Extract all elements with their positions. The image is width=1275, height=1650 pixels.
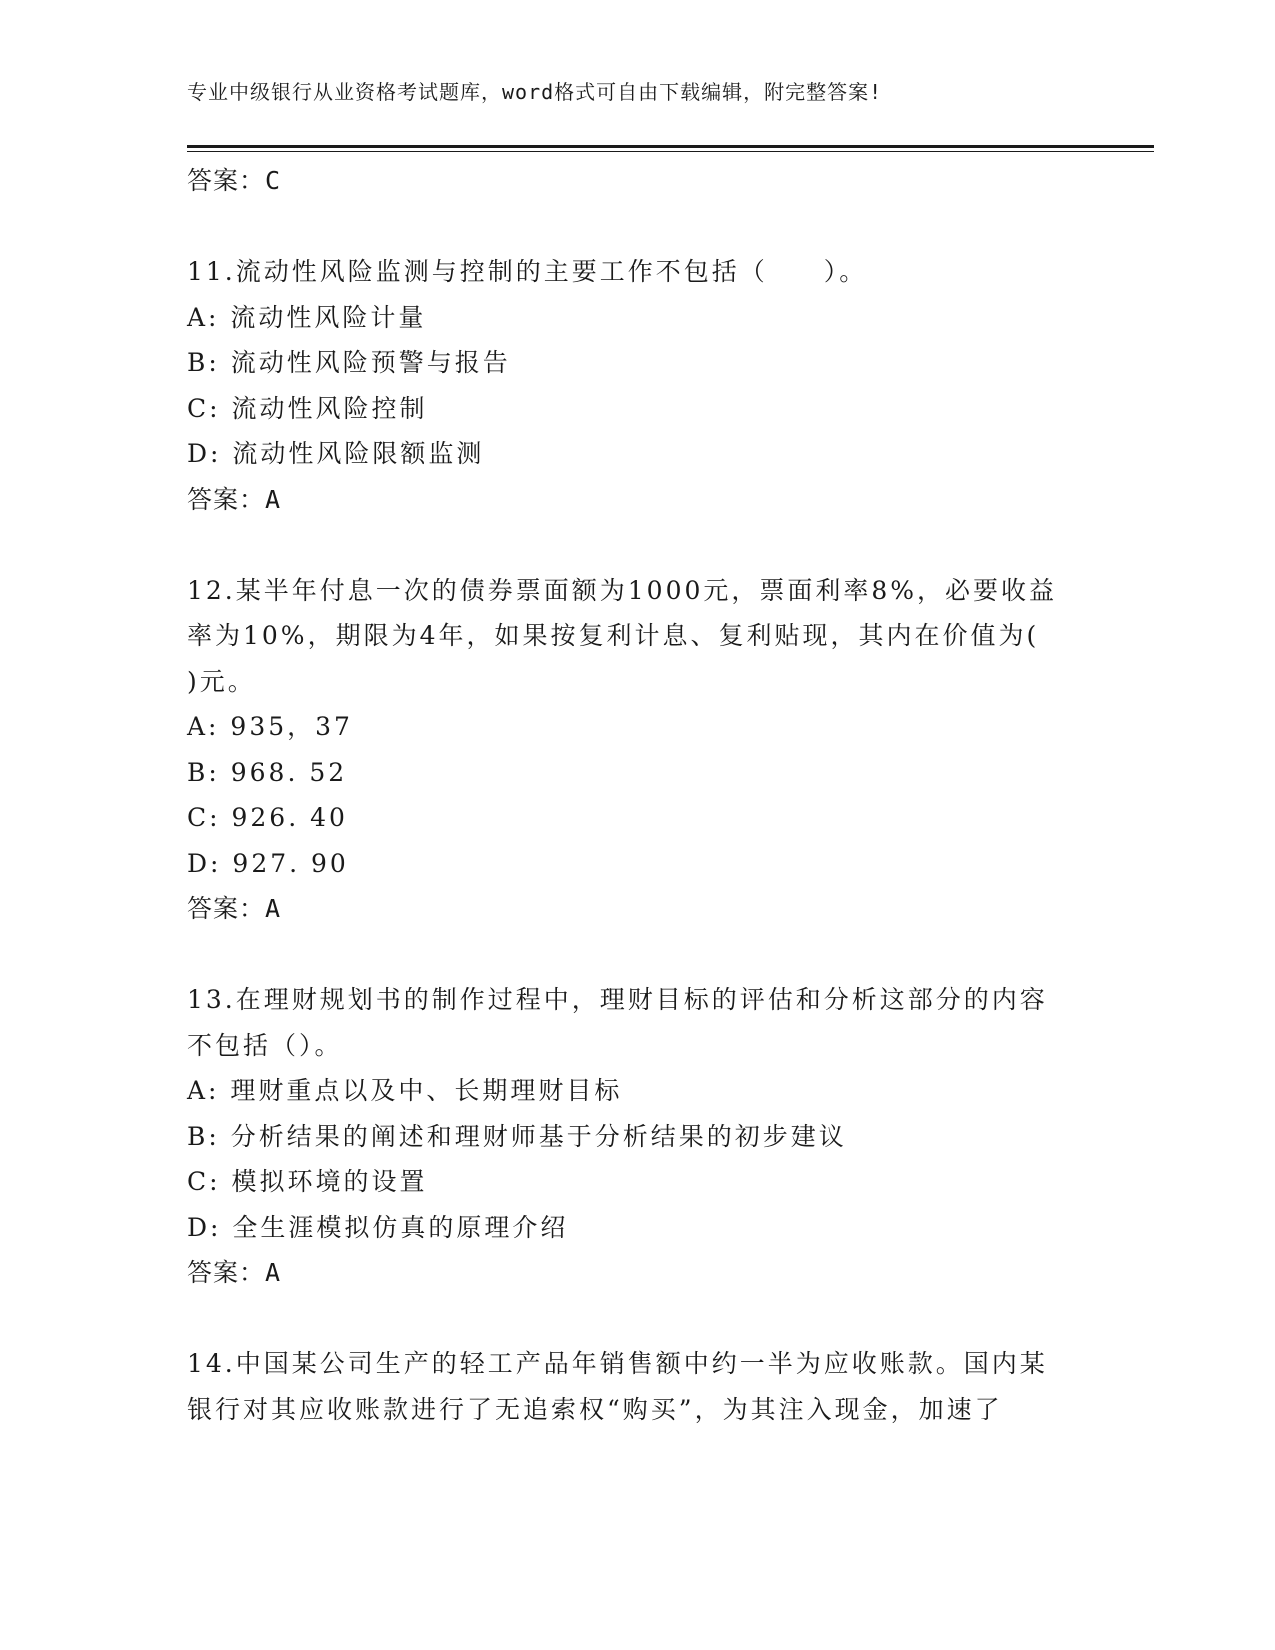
option-b: B: 968. 52 (187, 757, 348, 787)
option-b: B: 流动性风险预警与报告 (187, 348, 511, 377)
question-stem: 13.在理财规划书的制作过程中，理财目标的评估和分析这部分的内容 (187, 985, 1048, 1014)
question-stem: 12.某半年付息一次的债券票面额为1000元，票面利率8%，必要收益 (187, 575, 1058, 605)
question-block (187, 1341, 1087, 1432)
spacer (187, 932, 1087, 978)
question-stem: 11.流动性风险监测与控制的主要工作不包括（ ）。 (187, 257, 868, 286)
option-a: A: 流动性风险计量 (187, 302, 427, 332)
option-a: A: 935，37 (187, 712, 353, 741)
question-stem: 率为10%，期限为4年，如果按复利计息、复利贴现，其内在价值为( (187, 621, 1040, 650)
option-a: A: 理财重点以及中、长期理财目标 (187, 1076, 623, 1105)
option-c: C: 模拟环境的设置 (187, 1167, 428, 1196)
option-b: B: 分析结果的阐述和理财师基于分析结果的初步建议 (187, 1121, 847, 1151)
question-stem: 14.中国某公司生产的轻工产品年销售额中约一半为应收账款。国内某 (187, 1349, 1048, 1378)
option-d: D: 927. 90 (187, 848, 349, 878)
question-stem: )元。 (187, 666, 256, 696)
option-c: C: 流动性风险控制 (187, 393, 428, 423)
spacer (187, 1296, 1087, 1342)
question-list (187, 158, 1087, 1432)
question-block (187, 568, 1087, 932)
page-header: 专业中级银行从业资格考试题库，word格式可自由下载编辑，附完整答案! (187, 80, 883, 104)
option-c: C: 926. 40 (187, 803, 348, 832)
option-d: D: 流动性风险限额监测 (187, 439, 485, 468)
spacer (187, 204, 1087, 250)
answer-line: 答案：A (187, 1258, 282, 1287)
option-d: D: 全生涯模拟仿真的原理介绍 (187, 1212, 569, 1242)
question-block (187, 977, 1087, 1296)
header-rule-thick (187, 145, 1154, 148)
header-rule-thin (187, 151, 1154, 152)
answer-line: 答案：A (187, 894, 282, 923)
question-stem: 不包括（）。 (187, 1030, 343, 1060)
question-block (187, 249, 1087, 522)
answer-line: 答案：A (187, 484, 282, 514)
spacer (187, 522, 1087, 568)
question-stem: 银行对其应收账款进行了无追索权“购买”，为其注入现金，加速了 (187, 1394, 1003, 1424)
answer-line: 答案：C (187, 166, 282, 195)
